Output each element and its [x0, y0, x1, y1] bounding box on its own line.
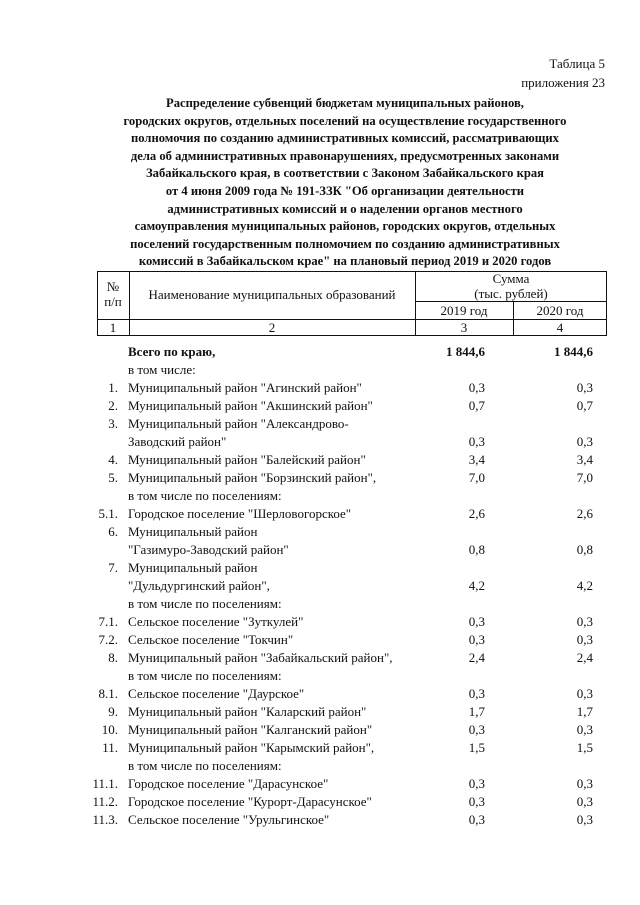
row-value-2019: 3,4 [468, 452, 485, 467]
row-value-2019: 0,3 [468, 686, 485, 701]
num-header-line1: № [106, 279, 120, 294]
title-line: городских округов, отдельных поселений на осуществление государственного [123, 113, 567, 128]
row-name: в том числе: [128, 362, 196, 377]
row-name: Сельское поселение "Даурское" [128, 686, 305, 701]
row-name: Муниципальный район "Балейский район" [128, 452, 366, 467]
title-line: Забайкальского края, в соответствии с Законом Забайкальского края [146, 166, 544, 181]
row-name: в том числе по поселениям: [128, 488, 282, 503]
table-row [95, 559, 605, 577]
table-row [95, 703, 605, 721]
row-value-2019: 0,3 [468, 812, 485, 827]
row-number: 7. [108, 560, 118, 575]
table-row [95, 667, 605, 685]
row-value-2019: 1,7 [468, 704, 485, 719]
row-name: Муниципальный район [128, 560, 258, 575]
row-number: 7.2. [98, 632, 118, 647]
title-line: самоуправления муниципальных районов, городских округов, отдельных [134, 219, 556, 234]
table-row [95, 613, 605, 631]
row-value-2020: 1 844,6 [554, 344, 593, 359]
table-number: Таблица 5 [549, 56, 605, 71]
title-line: административных комиссий и о наделении органов местного [167, 201, 523, 216]
table-header [97, 271, 607, 335]
title-line: комиссий в Забайкальском крае" на плановый период 2019 и 2020 годов [138, 254, 552, 269]
row-value-2020: 0,7 [576, 398, 593, 413]
table-row [95, 649, 605, 667]
row-value-2020: 0,3 [576, 380, 593, 395]
row-value-2020: 0,3 [576, 434, 593, 449]
row-number: 2. [108, 398, 118, 413]
table-row [95, 685, 605, 703]
row-name: Муниципальный район "Агинский район" [128, 380, 362, 395]
row-value-2020: 4,2 [576, 578, 593, 593]
table-row [95, 379, 605, 397]
row-name: Всего по краю, [128, 344, 216, 359]
row-value-2020: 0,3 [576, 794, 593, 809]
document-title [95, 95, 595, 271]
row-name: Муниципальный район "Забайкальский район", [128, 650, 393, 665]
row-name: "Газимуро-Заводский район" [128, 542, 289, 557]
name-header: Наименование муниципальных образований [148, 287, 396, 302]
table-row [95, 415, 605, 433]
row-number: 11.1. [92, 776, 118, 791]
row-name: в том числе по поселениям: [128, 596, 282, 611]
table-row [95, 433, 605, 451]
row-name: Муниципальный район "Акшинский район" [128, 398, 373, 413]
row-value-2020: 0,3 [576, 686, 593, 701]
row-name: Муниципальный район "Каларский район" [128, 704, 367, 719]
row-number: 5.1. [98, 506, 118, 521]
row-value-2020: 0,3 [576, 614, 593, 629]
table-row [95, 577, 605, 595]
title-line: полномочия по созданию административных комиссий, рассматривающих [131, 131, 559, 146]
row-value-2020: 1,5 [576, 740, 593, 755]
year2-header: 2020 год [536, 303, 584, 318]
row-value-2019: 0,3 [468, 632, 485, 647]
row-name: "Дульдургинский район", [128, 578, 270, 593]
table-row [92, 775, 605, 793]
num-header-line2: п/п [104, 294, 122, 309]
row-value-2019: 0,3 [468, 776, 485, 791]
row-name: Городское поселение "Дарасунское" [128, 776, 329, 791]
row-value-2020: 0,3 [576, 812, 593, 827]
row-number: 11.3. [92, 812, 118, 827]
row-name: Сельское поселение "Токчин" [128, 632, 294, 647]
table-row [95, 487, 605, 505]
row-value-2019: 0,3 [468, 380, 485, 395]
row-value-2019: 0,3 [468, 434, 485, 449]
table-row [95, 721, 605, 739]
table-row [95, 739, 605, 757]
table-row [92, 811, 605, 829]
table-row [95, 361, 605, 379]
row-name: Муниципальный район "Борзинский район", [128, 470, 377, 485]
row-value-2019: 1 844,6 [446, 344, 485, 359]
appendix-number: приложения 23 [521, 75, 605, 90]
row-value-2020: 7,0 [576, 470, 593, 485]
table-row [95, 505, 605, 523]
row-number: 1. [108, 380, 118, 395]
row-name: Сельское поселение "Урульгинское" [128, 812, 330, 827]
row-number: 9. [108, 704, 118, 719]
row-value-2019: 0,3 [468, 614, 485, 629]
row-number: 5. [108, 470, 118, 485]
table-row [95, 397, 605, 415]
row-number: 4. [108, 452, 118, 467]
row-number: 6. [108, 524, 118, 539]
row-value-2020: 0,3 [576, 722, 593, 737]
table-body [92, 343, 605, 829]
sum-header-line2: (тыс. рублей) [474, 286, 548, 301]
col-index-1: 1 [109, 320, 117, 335]
table-row [95, 595, 605, 613]
row-value-2019: 0,7 [468, 398, 485, 413]
sum-header-line1: Сумма [492, 271, 530, 286]
row-name: Муниципальный район "Калганский район" [128, 722, 373, 737]
row-name: Муниципальный район "Карымский район", [128, 740, 375, 755]
row-value-2019: 2,6 [468, 506, 485, 521]
title-line: от 4 июня 2009 года № 191-ЗЗК "Об организации деятельности [165, 183, 525, 198]
row-value-2019: 0,3 [468, 722, 485, 737]
row-name: Заводский район" [128, 434, 227, 449]
row-name: в том числе по поселениям: [128, 758, 282, 773]
table-row [95, 523, 605, 541]
row-number: 8. [108, 650, 118, 665]
table-row [95, 469, 605, 487]
title-line: поселений государственным полномочием по созданию административных [130, 236, 560, 251]
row-name: Сельское поселение "Зуткулей" [128, 614, 304, 629]
row-value-2020: 0,3 [576, 632, 593, 647]
row-value-2019: 1,5 [468, 740, 485, 755]
row-value-2020: 2,4 [576, 650, 593, 665]
row-number: 8.1. [98, 686, 118, 701]
row-number: 11. [102, 740, 118, 755]
row-value-2020: 3,4 [576, 452, 593, 467]
row-name: Муниципальный район [128, 524, 258, 539]
row-value-2020: 0,3 [576, 776, 593, 791]
row-number: 11.2. [92, 794, 118, 809]
table-row [92, 793, 605, 811]
row-value-2019: 2,4 [468, 650, 485, 665]
title-line: Распределение субвенций бюджетам муниципальных районов, [166, 96, 524, 110]
row-name: Муниципальный район "Александрово- [128, 416, 349, 431]
year1-header: 2019 год [440, 303, 488, 318]
table-row [95, 541, 605, 559]
row-number: 7.1. [98, 614, 118, 629]
row-value-2020: 0,8 [576, 542, 593, 557]
row-value-2019: 0,3 [468, 794, 485, 809]
col-index-4: 4 [556, 320, 564, 335]
table-row [95, 631, 605, 649]
row-value-2019: 7,0 [468, 470, 485, 485]
row-name: Городское поселение "Курорт-Дарасунское" [128, 794, 372, 809]
col-index-3: 3 [460, 320, 468, 335]
row-value-2020: 1,7 [576, 704, 593, 719]
title-line: дела об административных правонарушениях, предусмотренных законами [130, 148, 560, 163]
num-header [97, 279, 129, 309]
table-row [95, 451, 605, 469]
row-value-2019: 0,8 [468, 542, 485, 557]
table-row [95, 343, 605, 361]
row-value-2019: 4,2 [468, 578, 485, 593]
table-row [95, 757, 605, 775]
row-name: в том числе по поселениям: [128, 668, 282, 683]
col-index-2: 2 [268, 320, 276, 335]
row-name: Городское поселение "Шерловогорское" [128, 506, 352, 521]
row-number: 3. [108, 416, 118, 431]
row-number: 10. [101, 722, 118, 737]
row-value-2020: 2,6 [576, 506, 593, 521]
sum-header [415, 271, 607, 301]
